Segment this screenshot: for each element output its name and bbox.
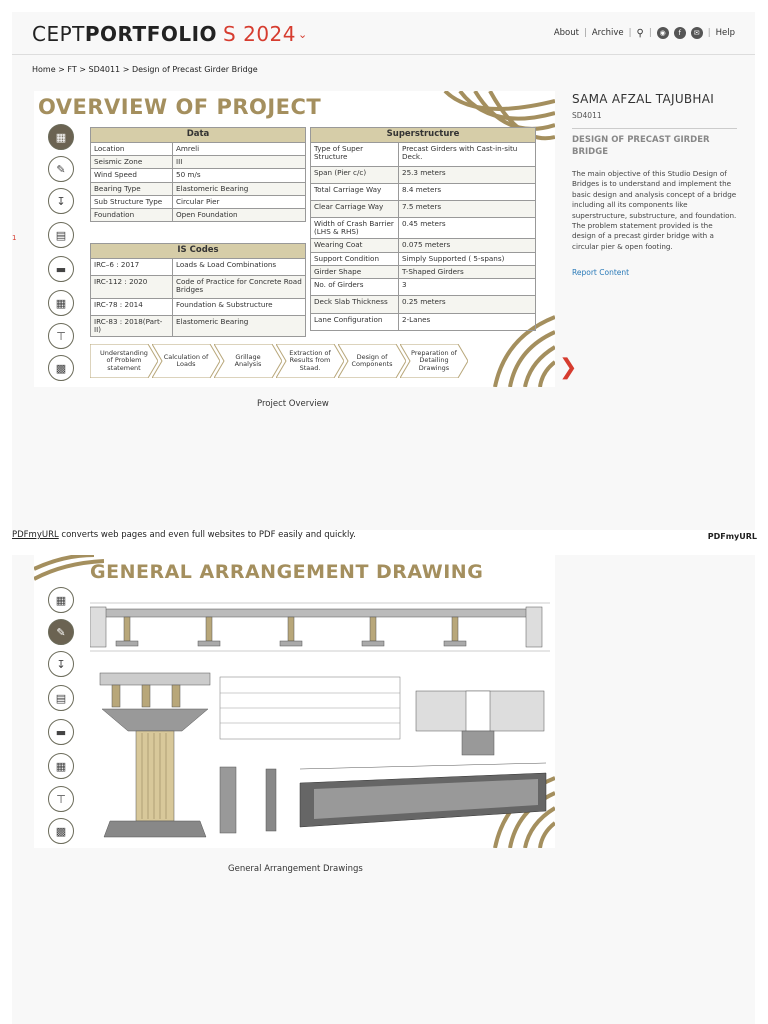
- table-row: [91, 209, 306, 222]
- nav-archive[interactable]: Archive: [591, 28, 624, 38]
- table-heading: Superstructure: [311, 128, 536, 143]
- cell: Span (Pier c/c): [311, 166, 399, 183]
- pdfmyurl-message: converts web pages and even full websites to PDF easily and quickly.: [58, 530, 356, 540]
- process-step-label: Extraction of Results from Staad.: [289, 349, 331, 372]
- table-row: [311, 265, 536, 278]
- cell: IRC–6 : 2017: [91, 258, 173, 275]
- table-row: [91, 182, 306, 195]
- table-row: [311, 239, 536, 252]
- process-step-label: Calculation of Loads: [163, 352, 209, 368]
- cell: Deck Slab Thickness: [311, 296, 399, 314]
- project-title: DESIGN OF PRECAST GIRDER BRIDGE: [572, 135, 710, 157]
- process-step: [338, 344, 406, 378]
- slide-caption: Project Overview: [257, 399, 329, 409]
- project-description: The main objective of this Studio Design of Bridges is to understand and implement the basic design and analysis concept of a bridge including all its components like superstructure, substructure, and foundation. The problem statement provided is the design of a precast girder bridge with a circular pier & open footing.: [572, 168, 737, 251]
- table-row: [311, 296, 536, 314]
- cell: Sub Structure Type: [91, 195, 173, 208]
- process-step-label: Understanding of Problem statement: [100, 349, 148, 372]
- cell: Code of Practice for Concrete Road Bridges: [173, 275, 306, 298]
- cell: 25.3 meters: [399, 166, 536, 183]
- page-section-2: [12, 555, 755, 1024]
- cell: IRC-112 : 2020: [91, 275, 173, 298]
- pier-icon: ⊤: [48, 323, 74, 349]
- beam-icon: ▬: [48, 719, 74, 745]
- cell: Girder Shape: [311, 265, 399, 278]
- table-heading: Data: [91, 128, 306, 143]
- slide-general-arrangement: [34, 555, 555, 848]
- process-step: [152, 344, 220, 378]
- cell: IRC-83 : 2018(Part-II): [91, 315, 173, 337]
- arrangement-drawing: [90, 593, 550, 845]
- pdfmyurl-logo[interactable]: PDFmyURL: [707, 532, 757, 541]
- process-step: [214, 344, 282, 378]
- table-row: [91, 156, 306, 169]
- search-icon[interactable]: ⚲: [636, 27, 644, 39]
- page-section-1: [12, 12, 755, 530]
- table-row: [311, 217, 536, 239]
- table-row: [91, 169, 306, 182]
- bridge-deck-icon: ▤: [48, 222, 74, 248]
- cell: 3: [399, 279, 536, 296]
- slide-project-overview: [34, 91, 555, 387]
- cell: Loads & Load Combinations: [173, 258, 306, 275]
- facebook-icon[interactable]: f: [674, 27, 686, 39]
- process-step: [276, 344, 344, 378]
- nav-separator: |: [707, 28, 711, 38]
- process-step-label: Design of Components: [351, 352, 393, 368]
- cell: Wind Speed: [91, 169, 173, 182]
- cell: Lane Configuration: [311, 314, 399, 331]
- site-header: [12, 12, 755, 55]
- prev-arrow-icon[interactable]: 1: [12, 234, 17, 242]
- table-row: [91, 258, 306, 275]
- cell: Foundation & Substructure: [173, 298, 306, 315]
- cell: IRC-78 : 2014: [91, 298, 173, 315]
- cell: Elastomeric Bearing: [173, 182, 306, 195]
- cell: Circular Pier: [173, 195, 306, 208]
- pier-icon: ⊤: [48, 786, 74, 812]
- course-code: SD4011: [572, 111, 602, 120]
- table-row: [311, 252, 536, 265]
- load-icon: ↧: [48, 188, 74, 214]
- table-row: [91, 142, 306, 155]
- pdfmyurl-bar: [12, 530, 757, 554]
- girder-icon: ▩: [48, 818, 74, 844]
- is-codes-table: [90, 243, 306, 337]
- cell: Width of Crash Barrier (LHS & RHS): [311, 217, 399, 239]
- table-row: [311, 314, 536, 331]
- grid-icon: ▦: [48, 753, 74, 779]
- cell: III: [173, 156, 306, 169]
- cell: Simply Supported ( 5-spans): [399, 252, 536, 265]
- girder-icon: ▩: [48, 355, 74, 381]
- calculator-icon: ▦: [48, 124, 74, 150]
- cell: Open Foundation: [173, 209, 306, 222]
- cell: Bearing Type: [91, 182, 173, 195]
- cell: Location: [91, 142, 173, 155]
- cell: Clear Carriage Way: [311, 200, 399, 217]
- cell: 0.25 meters: [399, 296, 536, 314]
- cell: T-Shaped Girders: [399, 265, 536, 278]
- project-sidebar: [572, 92, 737, 277]
- nav-about[interactable]: About: [553, 28, 579, 38]
- breadcrumb[interactable]: Home > FT > SD4011 > Design of Precast Girder Bridge: [32, 65, 258, 74]
- load-icon: ↧: [48, 651, 74, 677]
- data-table: [90, 127, 306, 222]
- next-slide-arrow-icon[interactable]: ❯: [559, 355, 578, 380]
- site-logo[interactable]: [32, 22, 308, 46]
- cell: Seismic Zone: [91, 156, 173, 169]
- table-row: [311, 142, 536, 166]
- engineer-desk-icon: ✎: [48, 156, 74, 182]
- cell: Foundation: [91, 209, 173, 222]
- instagram-icon[interactable]: ◉: [657, 27, 669, 39]
- process-flow: [90, 344, 462, 378]
- slide-title: GENERAL ARRANGEMENT DRAWING: [90, 561, 484, 583]
- cell: No. of Girders: [311, 279, 399, 296]
- table-row: [311, 183, 536, 200]
- pdfmyurl-text: [12, 530, 356, 540]
- table-row: [311, 279, 536, 296]
- beam-icon: ▬: [48, 256, 74, 282]
- table-row: [91, 195, 306, 208]
- nav-separator: |: [628, 28, 632, 38]
- process-step: [90, 344, 158, 378]
- table-row: [91, 298, 306, 315]
- report-content-link[interactable]: Report Content: [572, 268, 630, 278]
- cell: Total Carriage Way: [311, 183, 399, 200]
- nav-separator: |: [583, 28, 587, 38]
- calculator-icon: ▦: [48, 587, 74, 613]
- grid-icon: ▦: [48, 290, 74, 316]
- divider: [572, 128, 737, 129]
- pdfmyurl-link[interactable]: PDFmyURL: [12, 530, 59, 540]
- slide-title: OVERVIEW OF PROJECT: [38, 95, 322, 119]
- slide-caption: General Arrangement Drawings: [228, 864, 363, 874]
- cell: 0.075 meters: [399, 239, 536, 252]
- top-nav: [554, 27, 735, 39]
- table-heading: IS Codes: [91, 244, 306, 259]
- semester-selector[interactable]: S 2024: [223, 22, 296, 46]
- process-step-label: Preparation of Detailing Drawings: [411, 349, 457, 372]
- engineer-desk-icon: ✎: [48, 619, 74, 645]
- cell: 50 m/s: [173, 169, 306, 182]
- cell: Wearing Coat: [311, 239, 399, 252]
- cell: Elastomeric Bearing: [173, 315, 306, 337]
- cell: Support Condition: [311, 252, 399, 265]
- bridge-deck-icon: ▤: [48, 685, 74, 711]
- cell: 2-Lanes: [399, 314, 536, 331]
- cell: Precast Girders with Cast-in-situ Deck.: [399, 142, 536, 166]
- logo-thin: CEPT: [32, 22, 85, 46]
- table-row: [311, 200, 536, 217]
- nav-help[interactable]: Help: [715, 28, 735, 38]
- logo-bold: PORTFOLIO: [84, 22, 218, 46]
- chevron-down-icon[interactable]: ⌄: [298, 28, 308, 41]
- cell: 8.4 meters: [399, 183, 536, 200]
- table-row: [91, 315, 306, 337]
- superstructure-table: [310, 127, 536, 331]
- process-step-label: Grillage Analysis: [234, 352, 262, 368]
- nav-separator: |: [648, 28, 652, 38]
- process-step: [400, 344, 468, 378]
- table-row: [311, 166, 536, 183]
- mail-icon[interactable]: ✉: [691, 27, 703, 39]
- cell: Type of Super Structure: [311, 142, 399, 166]
- author-name[interactable]: SAMA AFZAL TAJUBHAI: [572, 92, 715, 106]
- cell: 7.5 meters: [399, 200, 536, 217]
- cell: Amreli: [173, 142, 306, 155]
- table-row: [91, 275, 306, 298]
- cell: 0.45 meters: [399, 217, 536, 239]
